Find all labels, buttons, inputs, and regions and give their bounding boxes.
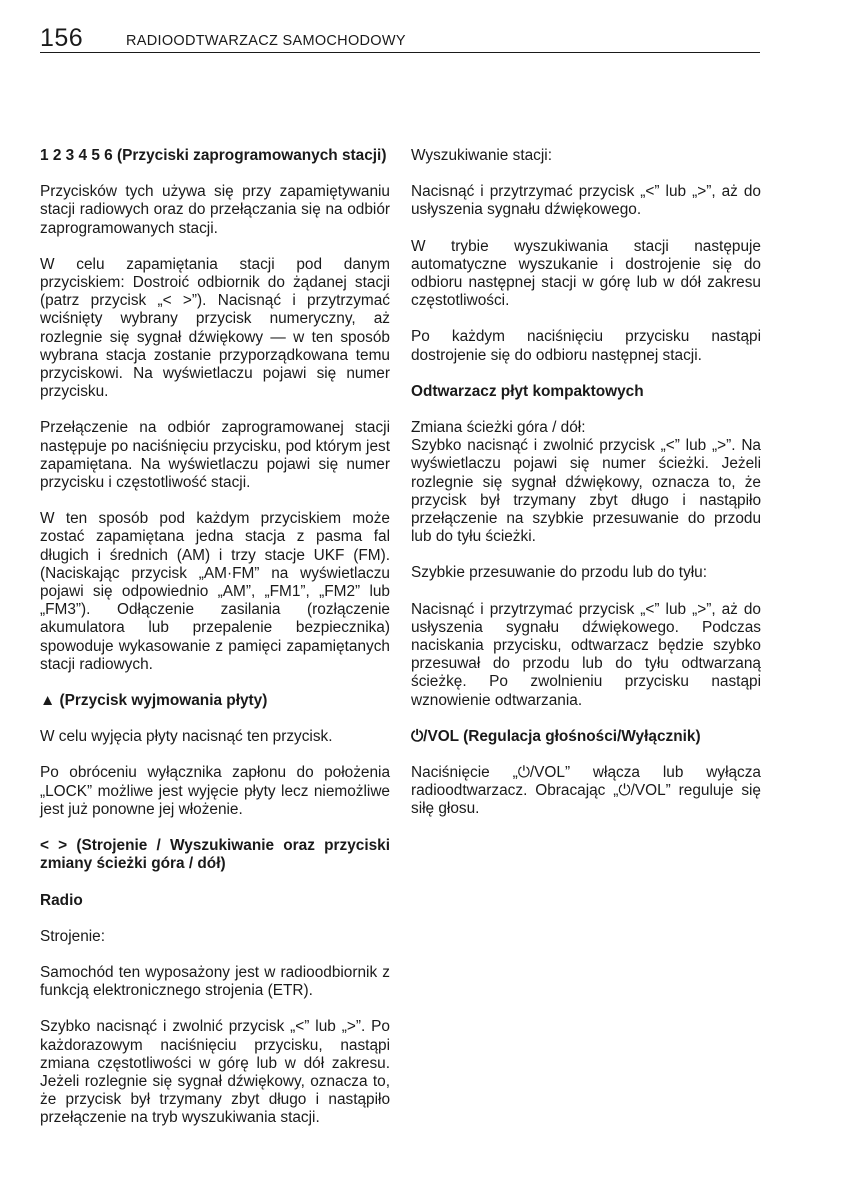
left-column bbox=[40, 147, 390, 1128]
heading-preset-buttons: 1 2 3 4 5 6 (Przyciski zaprogramowanych stacji) bbox=[40, 147, 387, 164]
page-header bbox=[40, 22, 760, 53]
paragraph-preset-bands: W ten sposób pod każdym przyciskiem może zostać zapamiętana jedna stacja z pasma fal długich i średnich (AM) i trzy stacje UKF (FM). (Naciskając przycisk „AM·FM” na wyświetlaczu pojawi się odpowiednio „AM”, „FM1”, „FM2” lub „FM3”). Odłączenie zasilania (rozłączenie akumulatora lub przepalenie bezpiecznika) spowoduje wykasowanie z pamięci zapamiętanych stacji radiowych. bbox=[40, 510, 390, 673]
paragraph-ffwd: Nacisnąć i przytrzymać przycisk „<” lub „>”, aż do usłyszenia sygnału dźwiękowego. Podczas naciskania przycisku, odtwarzacz będzie szybko przesuwał do przodu lub do tyłu odtwarzaną ścieżkę. Po zwolnieniu przycisku nastąpi wznowienie odtwarzania. bbox=[411, 600, 761, 709]
heading-volume-power: ⏻/VOL (Regulacja głośności/Wyłącznik) bbox=[411, 727, 701, 745]
paragraph-tuning-label: Strojenie: bbox=[40, 927, 106, 945]
paragraph-seek-next: Po każdym naciśnięciu przycisku nastąpi dostrojenie się do odbioru następnej stacji. bbox=[411, 328, 761, 364]
paragraph-eject: W celu wyjęcia płyty nacisnąć ten przycisk. bbox=[40, 728, 333, 746]
paragraph-track-label: Zmiana ścieżki góra / dół: bbox=[411, 419, 586, 437]
paragraph-etr: Samochód ten wyposażony jest w radioodbiornik z funkcją elektronicznego strojenia (ETR). bbox=[40, 963, 390, 1000]
running-title: RADIOODTWARZACZ SAMOCHODOWY bbox=[126, 33, 406, 49]
paragraph-seek-auto: W trybie wyszukiwania stacji następuje automatyczne wyszukanie i dostrojenie się do odbioru następnej stacji w górę lub w dół zakresu częstotliwości. bbox=[411, 237, 761, 310]
paragraph-seek-hold: Nacisnąć i przytrzymać przycisk „<” lub „>”, aż do usłyszenia sygnału dźwiękowego. bbox=[411, 183, 761, 219]
right-column bbox=[411, 147, 761, 837]
paragraph-preset-recall: Przełączenie na odbiór zaprogramowanej stacji następuje po naciśnięciu przycisku, pod którym jest zapamiętana. Na wyświetlaczu pojawi się numer przycisku i częstotliwość stacji. bbox=[40, 419, 390, 492]
heading-eject-button: ▲ (Przycisk wyjmowania płyty) bbox=[40, 692, 268, 710]
paragraph-preset-store: W celu zapamiętania stacji pod danym przyciskiem: Dostroić odbiornik do żądanej stacji (patrz przycisk „< >”). Nacisnąć i przytrzymać wciśnięty wybrany przycisk numeryczny, aż rozlegnie się sygnał dźwiękowy — w ten sposób wybrana stacja zostanie przyporządkowana temu przyciskowi. Na wyświetlaczu pojawi się numer przycisku. bbox=[40, 255, 390, 401]
heading-tune-buttons: < > (Strojenie / Wyszukiwanie oraz przyciski zmiany ścieżki góra / dół) bbox=[40, 837, 390, 873]
page-number: 156 bbox=[40, 24, 84, 52]
paragraph-ffwd-label: Szybkie przesuwanie do przodu lub do tyłu: bbox=[411, 564, 708, 582]
heading-cd-player: Odtwarzacz płyt kompaktowych bbox=[411, 382, 644, 400]
paragraph-seek-label: Wyszukiwanie stacji: bbox=[411, 147, 552, 164]
paragraph-track-change: Szybko nacisnąć i zwolnić przycisk „<” lub „>”. Na wyświetlaczu pojawi się numer ścieżki. Jeżeli rozlegnie się sygnał dźwiękowy, oznacza to, że przycisk był trzymany zbyt długo i nastąpiło przełączenie na szybkie przesuwanie do przodu lub do tyłu ścieżki. bbox=[411, 437, 761, 546]
paragraph-volume-power: Naciśnięcie „⏻/VOL” włącza lub wyłącza radioodtwarzacz. Obracając „⏻/VOL” reguluje się siłę głosu. bbox=[411, 764, 761, 818]
heading-radio: Radio bbox=[40, 891, 83, 909]
paragraph-eject-lock: Po obróceniu wyłącznika zapłonu do położenia „LOCK” możliwe jest wyjęcie płyty lecz niemożliwe jest już ponowne jej włożenie. bbox=[40, 764, 390, 818]
paragraph-preset-intro: Przycisków tych używa się przy zapamiętywaniu stacji radiowych oraz do przełączania się na odbiór zaprogramowanych stacji. bbox=[40, 183, 390, 237]
paragraph-manual-tune: Szybko nacisnąć i zwolnić przycisk „<” lub „>”. Po każdorazowym naciśnięciu przycisku, nastąpi zmiana częstotliwości w górę lub w dół zakresu. Jeżeli rozlegnie się sygnał dźwiękowy, oznacza to, że przycisk był trzymany zbyt długo i nastąpiło przełączenie na tryb wyszukiwania stacji. bbox=[40, 1018, 390, 1127]
